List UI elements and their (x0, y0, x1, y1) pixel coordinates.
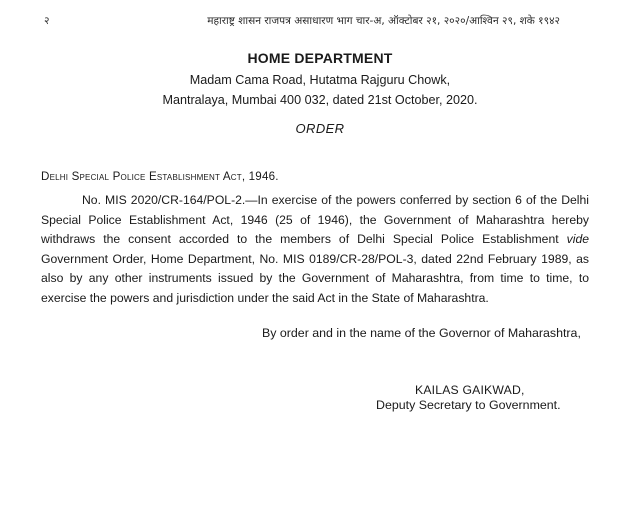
order-body-part-1: No. MIS 2020/CR-164/POL-2.—In exercise of the powers conferred by section 6 of the Delhi Special Police Establishment Act, 1946 (25 of 1946), the Government of Maharashtra hereby withdraws the consent accorded to the members of Delhi Special Police Establishment (41, 193, 589, 246)
page-number: २ (44, 15, 50, 27)
gazette-running-title: महाराष्ट्र शासन राजपत्र असाधारण भाग चार-अ, ऑक्टोबर २१, २०२०/आश्विन २९, शके १९४२ (207, 15, 560, 27)
order-body (41, 191, 589, 308)
department-title: HOME DEPARTMENT (247, 50, 393, 66)
address-line-1: Madam Cama Road, Hutatma Rajguru Chowk, (189, 73, 451, 87)
order-heading: ORDER (295, 121, 345, 136)
department-address (0, 70, 640, 110)
signatory-designation: Deputy Secretary to Government. (376, 398, 561, 412)
act-heading: Delhi Special Police Establishment Act, 1946. (41, 170, 279, 183)
order-body-italic: vide (566, 232, 589, 246)
by-order-line: By order and in the name of the Governor of Maharashtra, (262, 326, 581, 340)
signatory-name: KAILAS GAIKWAD, (415, 383, 525, 397)
order-body-part-2: Government Order, Home Department, No. MIS 0189/CR-28/POL-3, dated 22nd February 1989, as also by any other instruments issued by the Government of Maharashtra, from time to time, to exercise the powers and jurisdiction under the said Act in the State of Maharashtra. (41, 251, 589, 305)
address-line-2: Mantralaya, Mumbai 400 032, dated 21st October, 2020. (162, 93, 478, 107)
